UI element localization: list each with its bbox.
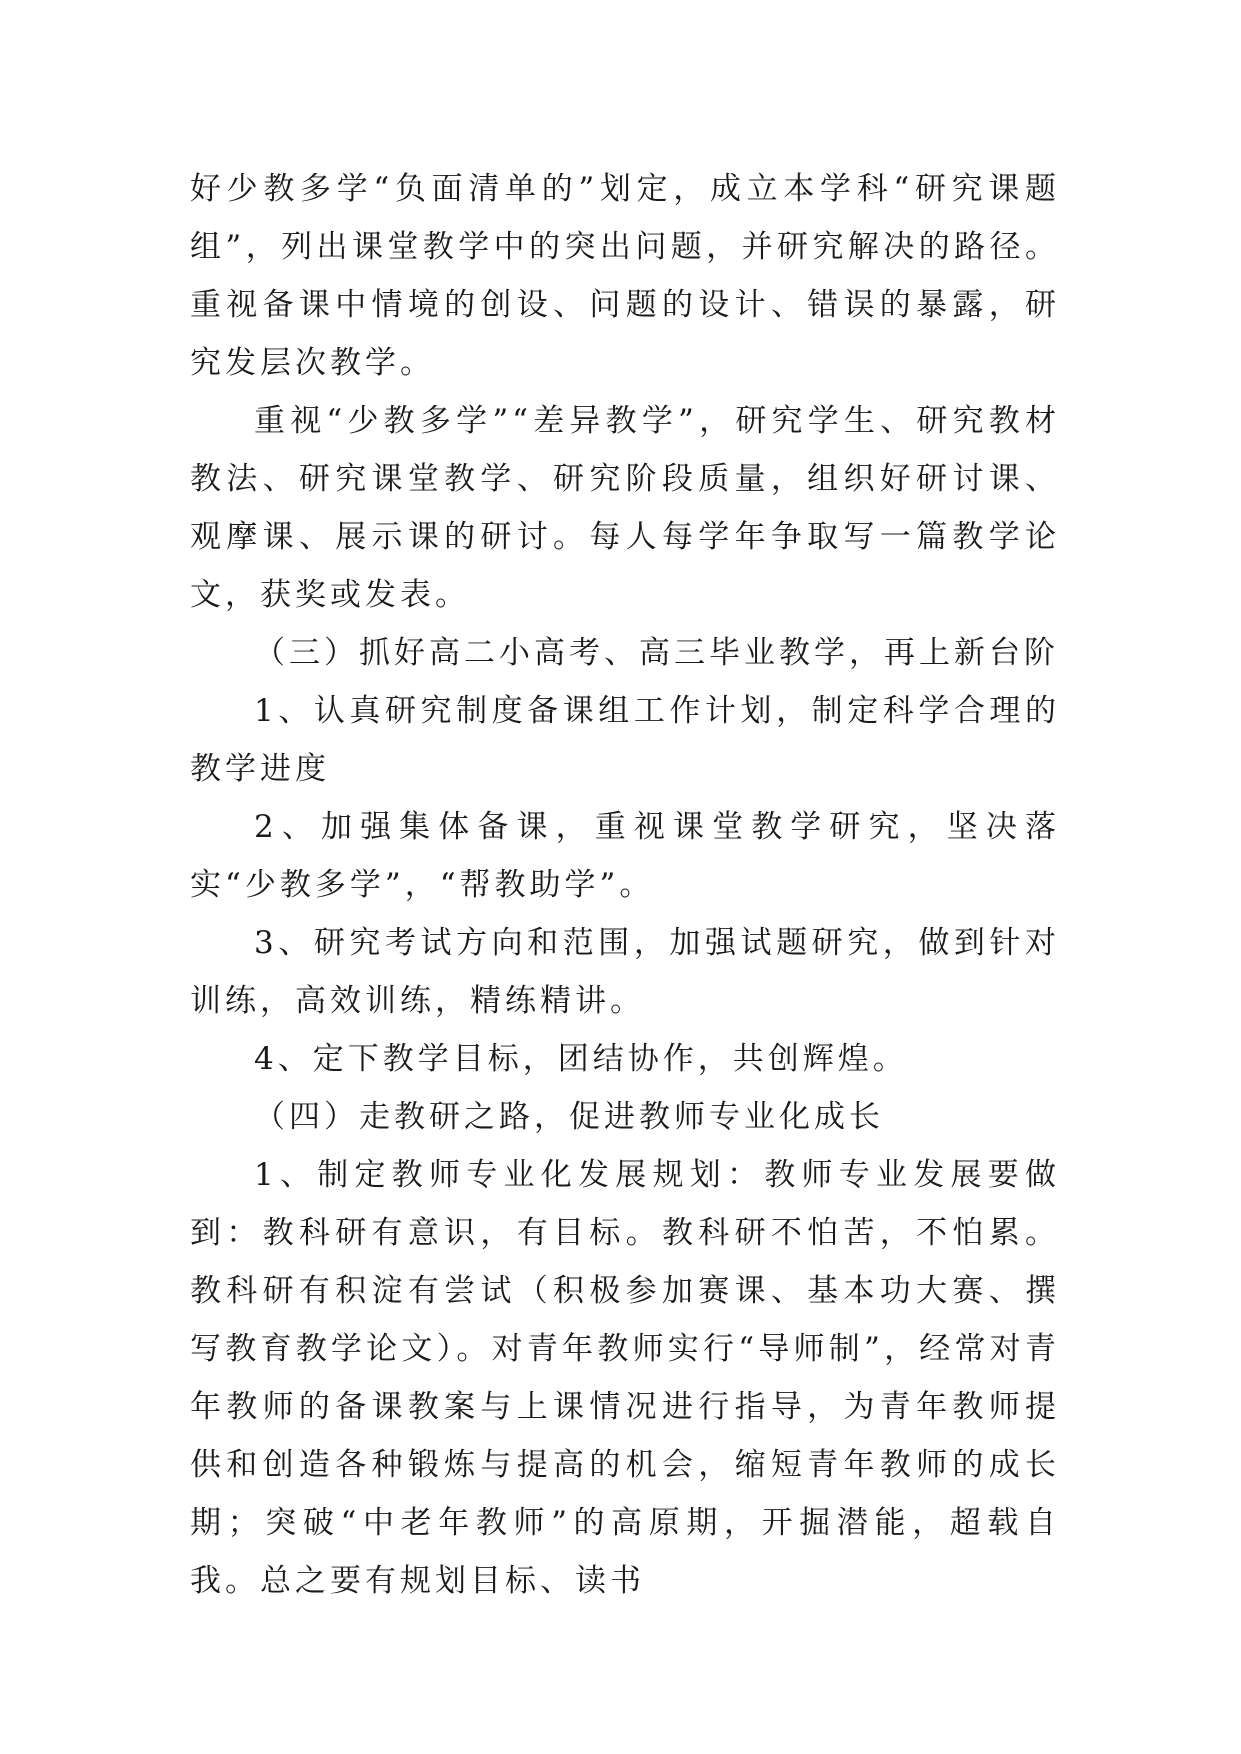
list-item-3-2: 2、加强集体备课，重视课堂教学研究，坚决落实“少教多学”，“帮教助学”。 [190,809,1060,903]
list-item-3-4: 4、定下教学目标，团结协作，共创辉煌。 [254,1041,908,1077]
list-item-3-3: 3、研究考试方向和范围，加强试题研究，做到针对训练，高效训练，精练精讲。 [190,925,1060,1019]
list-item-3-1: 1、认真研究制度备课组工作计划，制定科学合理的教学进度 [190,693,1060,787]
paragraph-2: 重视“少教多学”“差异教学”，研究学生、研究教材教法、研究课堂教学、研究阶段质量，组织好研讨课、观摩课、展示课的研讨。每人每学年争取写一篇教学论文，获奖或发表。 [190,403,1060,613]
document-body [190,160,1060,1610]
section-heading-4: （四）走教研之路，促进教师专业化成长 [254,1099,884,1135]
section-heading-3: （三）抓好高二小高考、高三毕业教学，再上新台阶 [254,635,1059,671]
list-item-4-1: 1、制定教师专业化发展规划：教师专业发展要做到：教科研有意识，有目标。教科研不怕苦，不怕累。教科研有积淀有尝试（积极参加赛课、基本功大赛、撰写教育教学论文）。对青年教师实行“导师制”，经常对青年教师的备课教案与上课情况进行指导，为青年教师提供和创造各种锻炼与提高的机会，缩短青年教师的成长期；突破“中老年教师”的高原期，开掘潜能，超载自我。总之要有规划目标、读书 [190,1157,1060,1599]
paragraph-1: 好少教多学“负面清单的”划定，成立本学科“研究课题组”，列出课堂教学中的突出问题，并研究解决的路径。重视备课中情境的创设、问题的设计、错误的暴露，研究发层次教学。 [190,171,1060,381]
